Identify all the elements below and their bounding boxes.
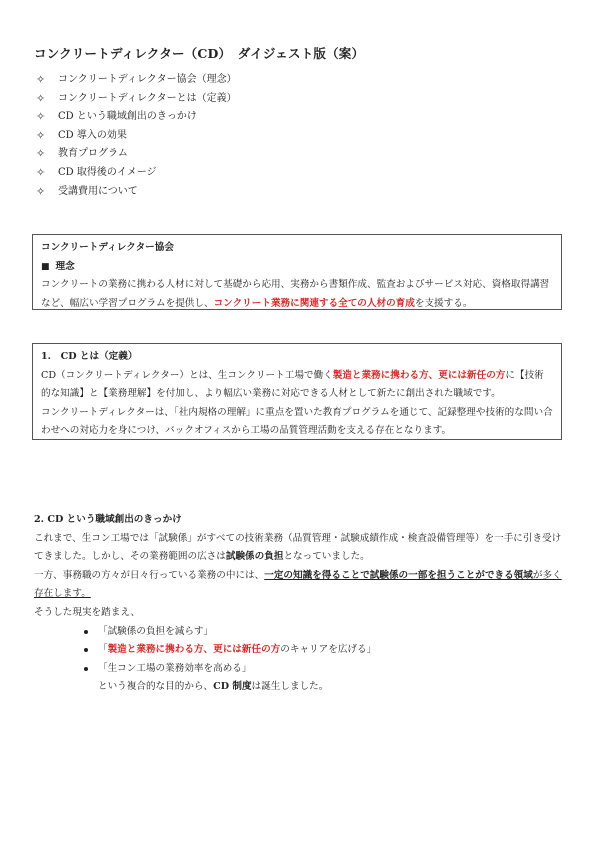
diamond-bullet-icon: ✧ — [36, 128, 46, 142]
philosophy-subheading: ■ 理念 — [41, 260, 75, 272]
origin-paragraph-2: 一方、事務職の方々が日々行っている業務の中には、一定の知識を得ることで試験係の一部を担うことができる領域が多く存在します。 — [34, 569, 562, 600]
list-item: 「生コン工場の業務効率を高める」 — [34, 660, 564, 679]
diamond-bullet-icon: ✧ — [36, 184, 46, 198]
table-of-contents — [36, 71, 237, 201]
diamond-bullet-icon: ✧ — [36, 73, 46, 86]
toc-item: ✧ 教育プログラム — [36, 145, 237, 164]
origin-conclusion: という複合的な目的から、CD 制度は誕生しました。 — [98, 681, 329, 693]
philosophy-text: コンクリートの業務に携わる人材に対して基礎から応用、実務から書類作成、監査およびサービス対応、資格取得講習など、幅広い学習プログラムを提供し、コンクリート業務に関連する全ての人材の育成を支援する。 — [41, 279, 550, 309]
definition-box — [32, 343, 562, 440]
philosophy-box — [32, 234, 562, 310]
definition-heading: 1. CD とは（定義） — [41, 351, 138, 362]
toc-item: ✧ CD 導入の効果 — [36, 127, 237, 146]
origin-section — [34, 511, 564, 697]
origin-paragraph-1: これまで、生コン工場では「試験係」がすべての技術業務（品質管理・試験成績作成・検査設備管理等）を一手に引き受けてきました。しかし、その業務範囲の広さは試験係の負担となっていました。 — [34, 532, 562, 563]
list-item: 「試験係の負担を減らす」 — [34, 623, 564, 642]
diamond-bullet-icon: ✧ — [36, 91, 46, 105]
origin-heading: 2. CD という職域創出のきっかけ — [34, 514, 182, 525]
purpose-list — [34, 623, 564, 679]
diamond-bullet-icon: ✧ — [36, 110, 46, 124]
definition-text: CD（コンクリートディレクター）とは、生コンクリート工場で働く製造と業務に携わる方、更には新任の方に【技術的な知識】と【業務理解】を付加し、より幅広い業務に対応できる人材として新たに創出された職域です。 コンクリートディレクターは、「社内規格の理解」に重点を置いた教育プログラムを通じて、記録整理や技術的な問い合わせへの対応力を身につけ、バックオフィスから工場の品質管理活動を支える存在となります。 — [41, 369, 553, 437]
toc-item: ✧ 受講費用について — [36, 183, 237, 202]
diamond-bullet-icon: ✧ — [36, 147, 46, 161]
toc-item: ✧ コンクリートディレクターとは（定義） — [36, 90, 237, 109]
philosophy-box-heading: コンクリートディレクター協会 — [41, 242, 174, 253]
toc-item: ✧ CD という職域創出のきっかけ — [36, 108, 237, 127]
list-item: 「製造と業務に携わる方、更には新任の方のキャリアを広げる」 — [34, 641, 564, 660]
diamond-bullet-icon: ✧ — [36, 165, 46, 179]
square-bullet-icon: ■ — [41, 261, 50, 272]
toc-item: ✧ CD 取得後のイメージ — [36, 164, 237, 183]
toc-item: ✧ コンクリートディレクター協会（理念） — [36, 71, 237, 90]
origin-paragraph-3: そうした現実を踏まえ、 — [34, 606, 141, 618]
page-title: コンクリートディレクター（CD） ダイジェスト版（案） — [34, 46, 365, 61]
